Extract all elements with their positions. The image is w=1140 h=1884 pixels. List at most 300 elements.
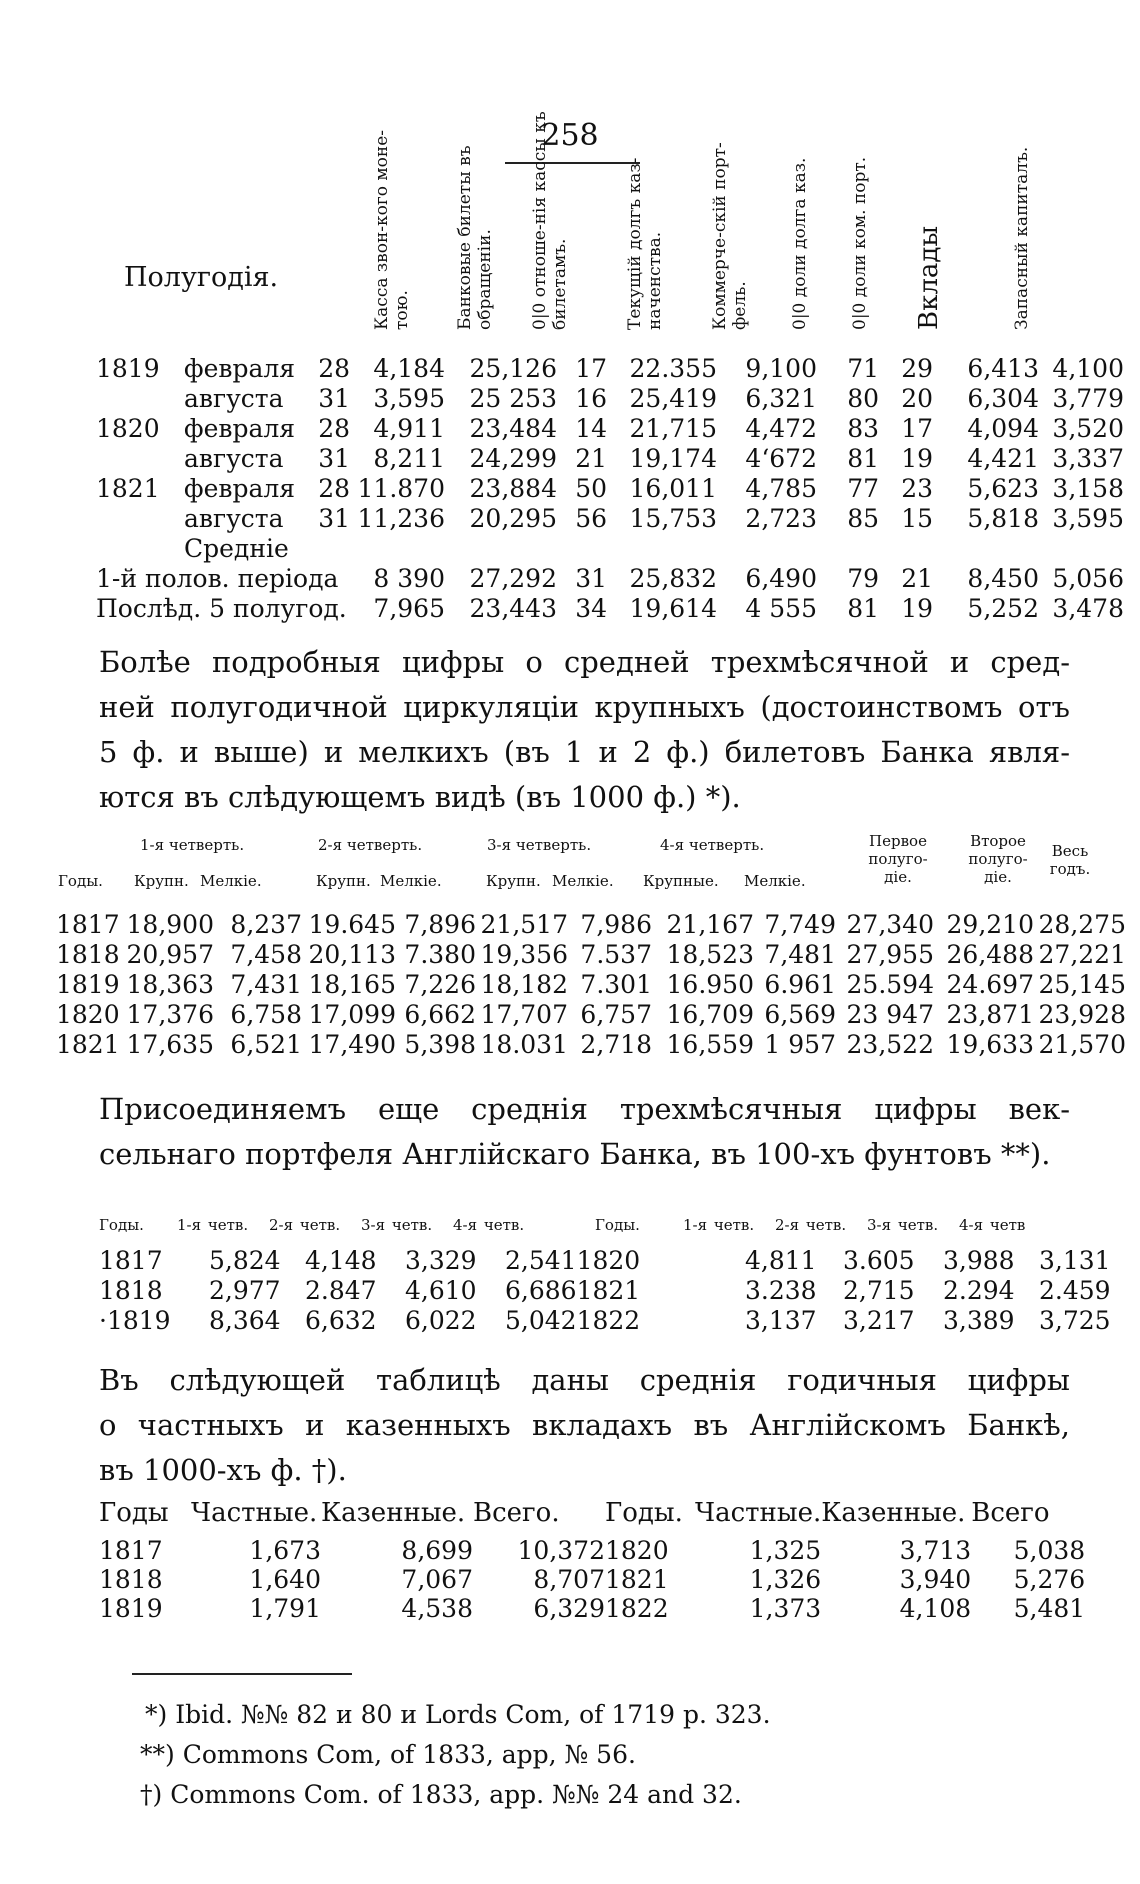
table2-q1-header: 1-я четверть. xyxy=(140,836,245,854)
table1-cell: 8 390 xyxy=(373,564,445,593)
table2-cell: 24.697 xyxy=(946,970,1034,999)
table2-half2-line: діе. xyxy=(984,868,1012,886)
table1-cell: 4,785 xyxy=(745,474,817,503)
table4-cell: 10,372 xyxy=(517,1536,605,1565)
table4-cell: 1,791 xyxy=(249,1594,321,1623)
table1-cell: 6,490 xyxy=(745,564,817,593)
table3-cell: 4,610 xyxy=(405,1276,477,1305)
table4-header: Казенные. xyxy=(321,1498,466,1528)
table1-cell: 25,832 xyxy=(629,564,717,593)
table1-header-ratio: 0|0 отноше-нія кассы къ билетамъ. xyxy=(530,111,570,330)
table4-cell: 3,940 xyxy=(899,1565,972,1594)
table3-cell: 3.605 xyxy=(843,1246,915,1275)
table4-cell: 8,707 xyxy=(533,1565,605,1594)
table1-cell: 19,614 xyxy=(629,594,717,623)
table1-month: февраля xyxy=(184,474,295,503)
table2-cell: 17,635 xyxy=(126,1030,214,1059)
table2-cell: 6,569 xyxy=(764,1000,836,1029)
table2-cell: 17,376 xyxy=(126,1000,214,1029)
table1-cell: 11.870 xyxy=(357,474,445,503)
table4 xyxy=(99,1490,1085,1623)
table1-averages-label: Средніе xyxy=(184,534,289,563)
table2-row xyxy=(56,940,1126,970)
table2-cell: 17,490 xyxy=(308,1030,396,1059)
table4-header: Частные. xyxy=(695,1498,822,1528)
table3-header: Годы. xyxy=(99,1216,144,1234)
paragraph-3-last-line: въ 1000-хъ ф. †). xyxy=(99,1453,347,1487)
table3-cell: 2.294 xyxy=(943,1276,1015,1305)
table1-cell: 8,211 xyxy=(373,444,445,473)
table2-cell: 6,521 xyxy=(230,1030,302,1059)
table2-sub-small: Мелкіе. xyxy=(744,872,806,890)
table4-header: Годы xyxy=(99,1498,169,1528)
table1-month: февраля xyxy=(184,354,295,383)
table2-sub-small: Мелкіе. xyxy=(200,872,262,890)
table1-cell: 2,723 xyxy=(745,504,817,533)
table2-whole-header xyxy=(1040,842,1100,878)
table1-cell: 81 xyxy=(847,594,879,623)
table1-cell: 4,100 xyxy=(1052,354,1124,383)
table2-year: 1818 xyxy=(56,940,120,969)
table3-cell: 2.847 xyxy=(305,1276,377,1305)
table3-cell: 4,148 xyxy=(305,1246,377,1275)
table2-half2-line: Второе xyxy=(970,832,1026,850)
table2-sub-large: Крупн. xyxy=(486,872,541,890)
paragraph-1-line: ней полугодичной циркуляціи крупныхъ (достоинствомъ отъ xyxy=(99,690,1070,724)
table2-row xyxy=(56,910,1126,940)
table2-cell: 29,210 xyxy=(946,910,1034,939)
table1-cell: 19 xyxy=(901,444,933,473)
table2-cell: 19,356 xyxy=(480,940,568,969)
table3-header: 1-я четв. xyxy=(683,1216,755,1234)
table3-cell: 6,686 xyxy=(505,1276,577,1305)
table4-header: Частные. xyxy=(191,1498,318,1528)
table2-cell: 18.031 xyxy=(480,1030,568,1059)
table2-cell: 26,488 xyxy=(946,940,1034,969)
table2-cell: 20,957 xyxy=(126,940,214,969)
table1-header-treasury-share: 0|0 доли долга каз. xyxy=(790,157,810,330)
paragraph-1-line: Болѣе подробныя цифры о средней трехмѣсячной и сред- xyxy=(99,645,1070,679)
table2-cell: 7.301 xyxy=(580,970,652,999)
table1-year: 1819 xyxy=(96,354,160,383)
table3-cell: 2.459 xyxy=(1039,1276,1111,1305)
table1-cell: 21 xyxy=(575,444,607,473)
table1-day: 28 xyxy=(318,414,350,443)
table1-day: 31 xyxy=(318,384,350,413)
table2-cell: 23,522 xyxy=(846,1030,934,1059)
table4-header: Всего xyxy=(971,1498,1050,1528)
table2-year: 1819 xyxy=(56,970,120,999)
table4-row xyxy=(99,1536,1085,1565)
table1-row xyxy=(96,354,1124,384)
table2-cell: 7,986 xyxy=(580,910,652,939)
footnote-3: †) Commons Com. of 1833, app. №№ 24 and 32. xyxy=(140,1780,742,1809)
table2-cell: 18,363 xyxy=(126,970,214,999)
table2-cell: 7,481 xyxy=(764,940,836,969)
table3-header: 4-я четв. xyxy=(453,1216,525,1234)
table1-cell: 16,011 xyxy=(629,474,717,503)
table2-cell: 7.380 xyxy=(404,940,476,969)
table1-cell: 3,337 xyxy=(1052,444,1124,473)
footnote-1: *) Ibid. №№ 82 и 80 и Lords Com, of 1719 p. 323. xyxy=(145,1700,771,1729)
table4-cell: 5,276 xyxy=(1013,1565,1086,1594)
table4-cell: 1818 xyxy=(99,1565,163,1594)
table4-header: Годы. xyxy=(605,1498,683,1528)
table1-cell: 3,478 xyxy=(1052,594,1124,623)
table2-whole-line: Весь xyxy=(1051,842,1089,860)
table4-cell: 1821 xyxy=(605,1565,669,1594)
table1-row xyxy=(96,504,1124,534)
table2-cell: 21,167 xyxy=(666,910,754,939)
table3-row xyxy=(99,1276,1111,1306)
table1-row-label-header: Полугодія. xyxy=(124,262,279,293)
table3-header: 4-я четв xyxy=(959,1216,1026,1234)
table1-cell: 19 xyxy=(901,594,933,623)
table1-cell: 80 xyxy=(847,384,879,413)
table3-cell: 3,137 xyxy=(745,1306,817,1335)
table1-header-treasury-debt: Текущій долгъ каз-наченства. xyxy=(625,157,665,330)
table2-whole-line: годъ. xyxy=(1049,860,1091,878)
table1-average-row xyxy=(96,594,1124,624)
table1-month: февраля xyxy=(184,414,295,443)
table1-month: августа xyxy=(184,384,284,413)
table1-day: 31 xyxy=(318,504,350,533)
table2-cell: 5,398 xyxy=(404,1030,476,1059)
table2-q2-header: 2-я четверть. xyxy=(318,836,423,854)
table2-cell: 6,757 xyxy=(580,1000,652,1029)
table3-cell: 3,725 xyxy=(1039,1306,1111,1335)
table1-year: 1820 xyxy=(96,414,160,443)
table3-cell: 8,364 xyxy=(209,1306,281,1335)
table2-cell: 16,709 xyxy=(666,1000,754,1029)
table1-cell: 5,818 xyxy=(967,504,1039,533)
table1-cell: 4ʻ672 xyxy=(745,444,817,473)
page-number-rule xyxy=(505,162,640,164)
table1-average-label: 1-й полов. періода xyxy=(96,564,339,593)
table2-cell: 7,896 xyxy=(404,910,476,939)
table4-cell: 1,640 xyxy=(249,1565,321,1594)
table2-cell: 19,633 xyxy=(946,1030,1034,1059)
table1-cell: 3,158 xyxy=(1052,474,1124,503)
table4-cell: 1820 xyxy=(605,1536,669,1565)
table2-cell: 23,928 xyxy=(1038,1000,1126,1029)
table1-row xyxy=(96,384,1124,414)
table2-cell: 25,145 xyxy=(1038,970,1126,999)
table2-q3-header: 3-я четверть. xyxy=(487,836,592,854)
table2-year: 1820 xyxy=(56,1000,120,1029)
table4-cell: 4,108 xyxy=(899,1594,972,1623)
table1-cell: 5,252 xyxy=(967,594,1039,623)
table1-cell: 19,174 xyxy=(629,444,717,473)
table4-cell: 3,713 xyxy=(899,1536,972,1565)
table1-header-commercial: Коммерче-скій порт-фель. xyxy=(710,142,750,330)
table1-cell: 8,450 xyxy=(967,564,1039,593)
paragraph-1 xyxy=(99,640,1070,820)
table1-cell: 17 xyxy=(901,414,933,443)
table1-cell: 29 xyxy=(901,354,933,383)
table1-cell: 11,236 xyxy=(357,504,445,533)
table1-cell: 71 xyxy=(847,354,879,383)
paragraph-1-last-line: ются въ слѣдующемъ видѣ (въ 1000 ф.) *). xyxy=(99,780,741,814)
table1-cell: 9,100 xyxy=(745,354,817,383)
table4-header: Всего. xyxy=(473,1498,560,1528)
table1-cell: 77 xyxy=(847,474,879,503)
table3-cell: 6,632 xyxy=(305,1306,377,1335)
table2-cell: 7,431 xyxy=(230,970,302,999)
paragraph-3 xyxy=(99,1358,1070,1493)
table2-cell: 6,758 xyxy=(230,1000,302,1029)
table1-cell: 5,056 xyxy=(1052,564,1124,593)
table1-cell: 21,715 xyxy=(629,414,717,443)
table3-header: 2-я четв. xyxy=(269,1216,341,1234)
table4-cell: 1817 xyxy=(99,1536,163,1565)
table4-row xyxy=(99,1594,1085,1623)
table2-cell: 6.961 xyxy=(764,970,836,999)
table3-row xyxy=(99,1246,1111,1276)
table2-half2-header xyxy=(948,832,1048,886)
table1-cell: 4,911 xyxy=(373,414,445,443)
table1-cell: 4,472 xyxy=(745,414,817,443)
table4-cell: 1,326 xyxy=(749,1565,822,1594)
table4-cell: 6,329 xyxy=(533,1594,605,1623)
table1-cell: 17 xyxy=(575,354,607,383)
table1-average-label: Послѣд. 5 полугод. xyxy=(96,594,347,623)
table1-row xyxy=(96,414,1124,444)
table2-cell: 28,275 xyxy=(1038,910,1126,939)
table1-cell: 16 xyxy=(575,384,607,413)
table2-cell: 19.645 xyxy=(308,910,396,939)
table2-cell: 6,662 xyxy=(404,1000,476,1029)
table3-header: 3-я четв. xyxy=(867,1216,939,1234)
table1-row xyxy=(96,444,1124,474)
table3-row xyxy=(99,1306,1111,1336)
table1-month: августа xyxy=(184,444,284,473)
table1-year: 1821 xyxy=(96,474,160,503)
table1-cell: 81 xyxy=(847,444,879,473)
table3-cell: 4,811 xyxy=(745,1246,817,1275)
table3-header: 2-я четв. xyxy=(775,1216,847,1234)
table2-year: 1821 xyxy=(56,1030,120,1059)
table2-half2-line: полуго- xyxy=(968,850,1028,868)
table1-cell: 4,094 xyxy=(967,414,1039,443)
table1-year xyxy=(96,444,184,474)
footnote-2: **) Commons Com, of 1833, app, № 56. xyxy=(140,1740,636,1769)
table3 xyxy=(99,1246,1111,1336)
table3-cell: 3,217 xyxy=(843,1306,915,1335)
table1-header-deposits: Вклады xyxy=(914,225,944,330)
table1-header-reserve: Запасный капиталъ. xyxy=(1012,146,1032,330)
table3-header: Годы. xyxy=(595,1216,640,1234)
paragraph-2-last-line: сельнаго портфеля Англійскаго Банка, въ 100-хъ фунтовъ **). xyxy=(99,1137,1051,1171)
table3-header-row xyxy=(99,1216,1025,1234)
table1-cell: 79 xyxy=(847,564,879,593)
table2-row xyxy=(56,1000,1126,1030)
table1-cell: 20 xyxy=(901,384,933,413)
table2-half1-line: Первое xyxy=(869,832,927,850)
table1-cell: 25,126 xyxy=(469,354,557,383)
footnote-rule xyxy=(132,1673,352,1675)
table1-cell: 83 xyxy=(847,414,879,443)
table2-cell: 21,517 xyxy=(480,910,568,939)
table2-cell: 7,749 xyxy=(764,910,836,939)
table1-cell: 6,321 xyxy=(745,384,817,413)
table1-cell: 31 xyxy=(575,564,607,593)
table4-cell: 1,373 xyxy=(749,1594,822,1623)
table2-cell: 7,226 xyxy=(404,970,476,999)
table3-cell: 5,824 xyxy=(209,1246,281,1275)
table4-cell: 1822 xyxy=(605,1594,669,1623)
table2-sub-large: Крупн. xyxy=(316,872,371,890)
table2-half1-header xyxy=(848,832,948,886)
table2-half1-line: полуго- xyxy=(868,850,928,868)
table4-cell: 5,038 xyxy=(1013,1536,1086,1565)
table1-cell: 25 253 xyxy=(469,384,557,413)
table1-cell: 7,965 xyxy=(373,594,445,623)
table2-cell: 18,182 xyxy=(480,970,568,999)
table3-cell: 1818 xyxy=(99,1276,163,1305)
table4-cell: 5,481 xyxy=(1013,1594,1086,1623)
table1-header-commercial-share: 0|0 доли ком. порт. xyxy=(850,156,870,330)
table1-cell: 85 xyxy=(847,504,879,533)
paragraph-2 xyxy=(99,1087,1070,1177)
table1-year xyxy=(96,504,184,534)
table2-cell: 7.537 xyxy=(580,940,652,969)
paragraph-1-line: 5 ф. и выше) и мелкихъ (въ 1 и 2 ф.) билетовъ Банка явля- xyxy=(99,735,1070,769)
table3-cell: 1821 xyxy=(576,1276,641,1305)
table3-cell: 1817 xyxy=(99,1246,163,1275)
table1-cell: 4 555 xyxy=(745,594,817,623)
table3-cell: 5,042 xyxy=(505,1306,577,1335)
table4-cell: 1,325 xyxy=(749,1536,822,1565)
table4-cell: 8,699 xyxy=(401,1536,473,1565)
table2-sub-small: Мелкіе. xyxy=(552,872,614,890)
table1-cell: 24,299 xyxy=(469,444,557,473)
table1-cell: 3,520 xyxy=(1052,414,1124,443)
table4-row xyxy=(99,1565,1085,1594)
paragraph-3-line: о частныхъ и казенныхъ вкладахъ въ Англійскомъ Банкѣ, xyxy=(99,1408,1070,1442)
table2-cell: 23 947 xyxy=(846,1000,934,1029)
table4-cell: 7,067 xyxy=(401,1565,473,1594)
table2-sub-large: Крупные. xyxy=(643,872,719,890)
table4-cell: 4,538 xyxy=(401,1594,473,1623)
table2-cell: 27,955 xyxy=(846,940,934,969)
table2-row xyxy=(56,970,1126,1000)
table1-day: 28 xyxy=(318,354,350,383)
table1-day: 28 xyxy=(318,474,350,503)
table3-cell: 2,541 xyxy=(505,1246,577,1275)
table1-cell: 25,419 xyxy=(629,384,717,413)
table1-header-notes: Банковые билеты въ обращеніи. xyxy=(455,145,495,330)
table1-average-row xyxy=(96,564,1124,594)
table1-cell: 6,413 xyxy=(967,354,1039,383)
table4-cell: 1,673 xyxy=(249,1536,321,1565)
table1-cell: 6,304 xyxy=(967,384,1039,413)
table1-cell: 27,292 xyxy=(469,564,557,593)
table3-cell: 3,988 xyxy=(943,1246,1015,1275)
table2-sub-small: Мелкіе. xyxy=(380,872,442,890)
table2-cell: 18,523 xyxy=(666,940,754,969)
table3-cell: 3.238 xyxy=(745,1276,817,1305)
table2-years-label: Годы. xyxy=(58,872,103,890)
table1-cell: 4,421 xyxy=(967,444,1039,473)
table1-cell: 3,595 xyxy=(1052,504,1124,533)
table3-cell: 2,977 xyxy=(209,1276,281,1305)
table1-row xyxy=(96,474,1124,504)
table2-cell: 17,099 xyxy=(308,1000,396,1029)
table1-cell: 23,484 xyxy=(469,414,557,443)
table1-cell: 50 xyxy=(575,474,607,503)
table2-cell: 20,113 xyxy=(308,940,396,969)
table1-averages-row xyxy=(96,534,1124,564)
table3-header: 1-я четв. xyxy=(177,1216,249,1234)
table3-cell: 2,715 xyxy=(843,1276,915,1305)
table3-cell: 1820 xyxy=(576,1246,641,1275)
paragraph-3-line: Въ слѣдующей таблицѣ даны среднія годичныя цифры xyxy=(99,1363,1070,1397)
table3-cell: 3,131 xyxy=(1039,1246,1111,1275)
table2-cell: 21,570 xyxy=(1038,1030,1126,1059)
table2-cell: 27,221 xyxy=(1038,940,1126,969)
table1-cell: 4,184 xyxy=(373,354,445,383)
page-number: 258 xyxy=(541,118,599,153)
table3-cell: 1822 xyxy=(576,1306,641,1335)
table1-day: 31 xyxy=(318,444,350,473)
table4-header: Казенные. xyxy=(821,1498,966,1528)
table1-cell: 21 xyxy=(901,564,933,593)
table2-cell: 2,718 xyxy=(580,1030,652,1059)
table2-cell: 18,900 xyxy=(126,910,214,939)
table2-cell: 16,559 xyxy=(666,1030,754,1059)
table1-cell: 22.355 xyxy=(629,354,717,383)
table2-q4-header: 4-я четверть. xyxy=(660,836,765,854)
table2-cell: 27,340 xyxy=(846,910,934,939)
table1-cell: 23,884 xyxy=(469,474,557,503)
table2-cell: 25.594 xyxy=(846,970,934,999)
table1-month: августа xyxy=(184,504,284,533)
table2-sub-large: Крупн. xyxy=(134,872,189,890)
table4-cell: 1819 xyxy=(99,1594,163,1623)
table4-header-row xyxy=(99,1490,1085,1536)
table3-header: 3-я четв. xyxy=(361,1216,433,1234)
table3-cell: 6,022 xyxy=(405,1306,477,1335)
table2-cell: 23,871 xyxy=(946,1000,1034,1029)
table1-cell: 23,443 xyxy=(469,594,557,623)
table2-cell: 7,458 xyxy=(230,940,302,969)
table2-half1-line: діе. xyxy=(884,868,912,886)
table1-cell: 20,295 xyxy=(469,504,557,533)
table1-cell: 23 xyxy=(901,474,933,503)
table1-year xyxy=(96,384,184,414)
table1-cell: 5,623 xyxy=(967,474,1039,503)
table1-cell: 3,779 xyxy=(1052,384,1124,413)
paragraph-2-line: Присоединяемъ еще среднія трехмѣсячныя цифры век- xyxy=(99,1092,1070,1126)
table1-cell: 3,595 xyxy=(373,384,445,413)
table2-cell: 8,237 xyxy=(230,910,302,939)
table3-cell: 3,389 xyxy=(943,1306,1015,1335)
table1-cell: 56 xyxy=(575,504,607,533)
table2-cell: 1 957 xyxy=(764,1030,836,1059)
table1-header-coin: Касса звон-кого моне-тою. xyxy=(372,129,412,330)
table2-year: 1817 xyxy=(56,910,120,939)
table2 xyxy=(56,910,1126,1060)
table3-cell: ·1819 xyxy=(99,1306,171,1335)
table1-cell: 15,753 xyxy=(629,504,717,533)
table2-cell: 17,707 xyxy=(480,1000,568,1029)
table2-cell: 16.950 xyxy=(666,970,754,999)
table2-row xyxy=(56,1030,1126,1060)
table1-cell: 34 xyxy=(575,594,607,623)
table1-cell: 14 xyxy=(575,414,607,443)
table1-cell: 15 xyxy=(901,504,933,533)
